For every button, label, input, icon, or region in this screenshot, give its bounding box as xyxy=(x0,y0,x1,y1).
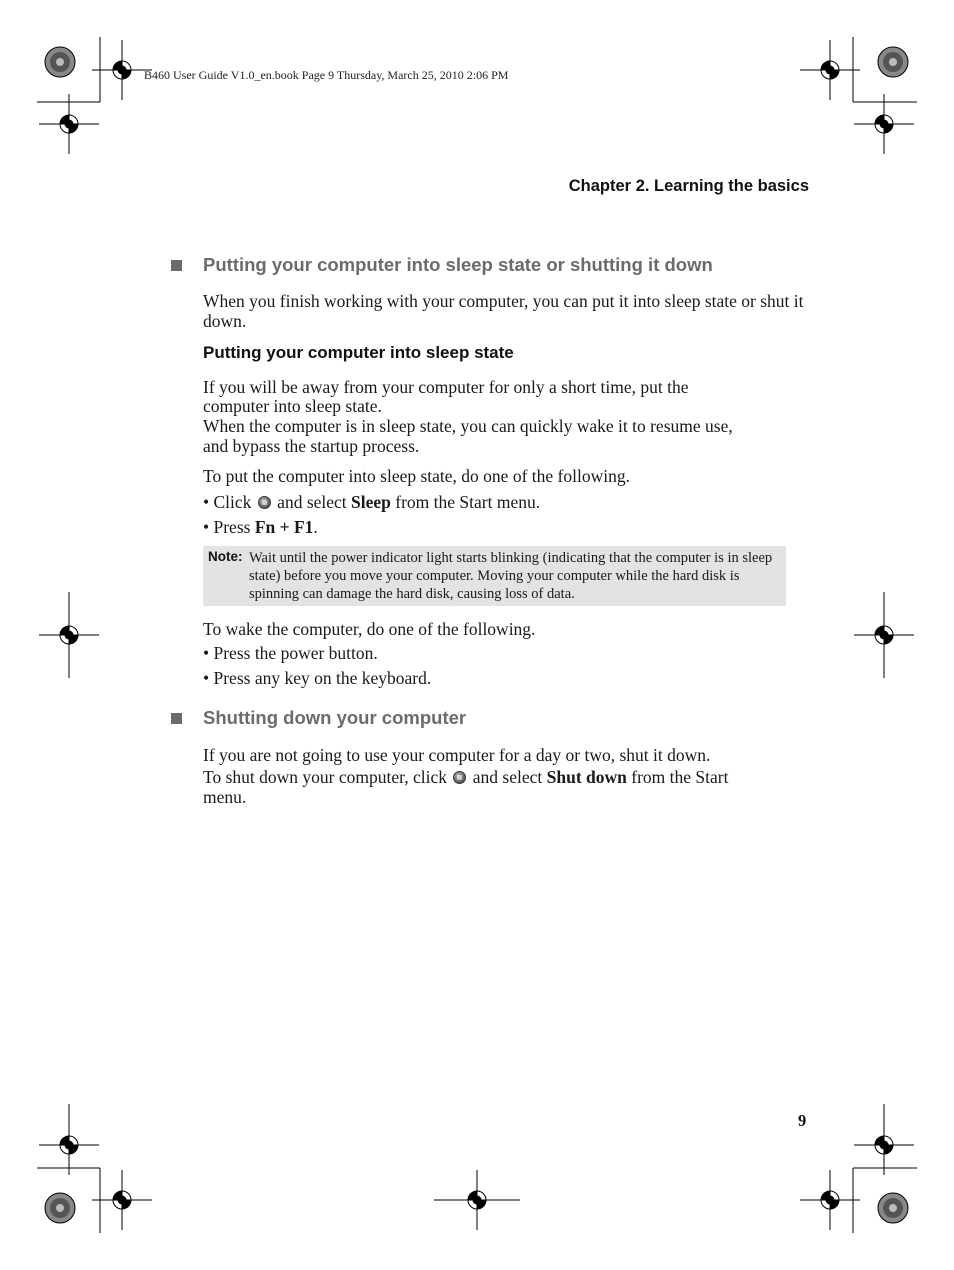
wake-intro: To wake the computer, do one of the following. xyxy=(203,619,536,639)
bullet-text: and select xyxy=(272,492,352,512)
bullet-text: from the Start menu. xyxy=(390,492,541,512)
sleep-bullet-press-fn xyxy=(203,517,318,537)
bullet-text: • Press xyxy=(203,517,255,537)
windows-start-icon xyxy=(453,771,466,784)
shutdown-line-2 xyxy=(203,767,728,787)
page-number: 9 xyxy=(798,1111,807,1130)
bullet-bold-fn-f1: Fn + F1 xyxy=(254,517,314,537)
note-label: Note: xyxy=(208,549,243,564)
bullet-text: • Click xyxy=(203,492,256,512)
shutdown-text: from the Start xyxy=(626,767,729,787)
section-bullet-square xyxy=(171,713,182,724)
intro-paragraph: When you finish working with your computer, you can put it into sleep state or shut it down. xyxy=(203,291,804,331)
wake-bullet-power: • Press the power button. xyxy=(203,643,378,663)
book-meta-line: B460 User Guide V1.0_en.book Page 9 Thursday, March 25, 2010 2:06 PM xyxy=(144,68,509,82)
windows-start-icon xyxy=(258,496,271,509)
sleep-para-line-3: When the computer is in sleep state, you can quickly wake it to resume use, xyxy=(203,416,733,436)
shutdown-line-1: If you are not going to use your computer for a day or two, shut it down. xyxy=(203,745,711,765)
bullet-text: . xyxy=(313,517,318,537)
sleep-para-line-2: computer into sleep state. xyxy=(203,396,382,416)
shutdown-text: and select xyxy=(468,767,547,787)
shutdown-text: To shut down your computer, click xyxy=(203,767,452,787)
chapter-running-head: Chapter 2. Learning the basics xyxy=(568,177,809,195)
wake-bullet-key: • Press any key on the keyboard. xyxy=(203,668,432,688)
section-heading-shutdown: Shutting down your computer xyxy=(203,707,467,728)
shutdown-bold: Shut down xyxy=(546,767,627,787)
sleep-para-line-1: If you will be away from your computer for only a short time, put the xyxy=(203,377,689,397)
sleep-para-line-4: and bypass the startup process. xyxy=(203,436,420,456)
bullet-bold-sleep: Sleep xyxy=(351,492,391,512)
section-bullet-square xyxy=(171,260,182,271)
shutdown-line-3: menu. xyxy=(203,787,247,807)
section-heading-sleep-shutdown: Putting your computer into sleep state or shutting it down xyxy=(203,254,713,275)
sleep-bullet-click-start xyxy=(203,492,540,512)
subheading-sleep-state: Putting your computer into sleep state xyxy=(203,343,514,362)
note-text: Wait until the power indicator light starts blinking (indicating that the computer is in sleep state) before you move your computer. Moving your computer while the hard disk is spinning can damage the hard disk, causing loss of data. xyxy=(249,550,773,602)
sleep-instruction: To put the computer into sleep state, do one of the following. xyxy=(203,466,630,486)
